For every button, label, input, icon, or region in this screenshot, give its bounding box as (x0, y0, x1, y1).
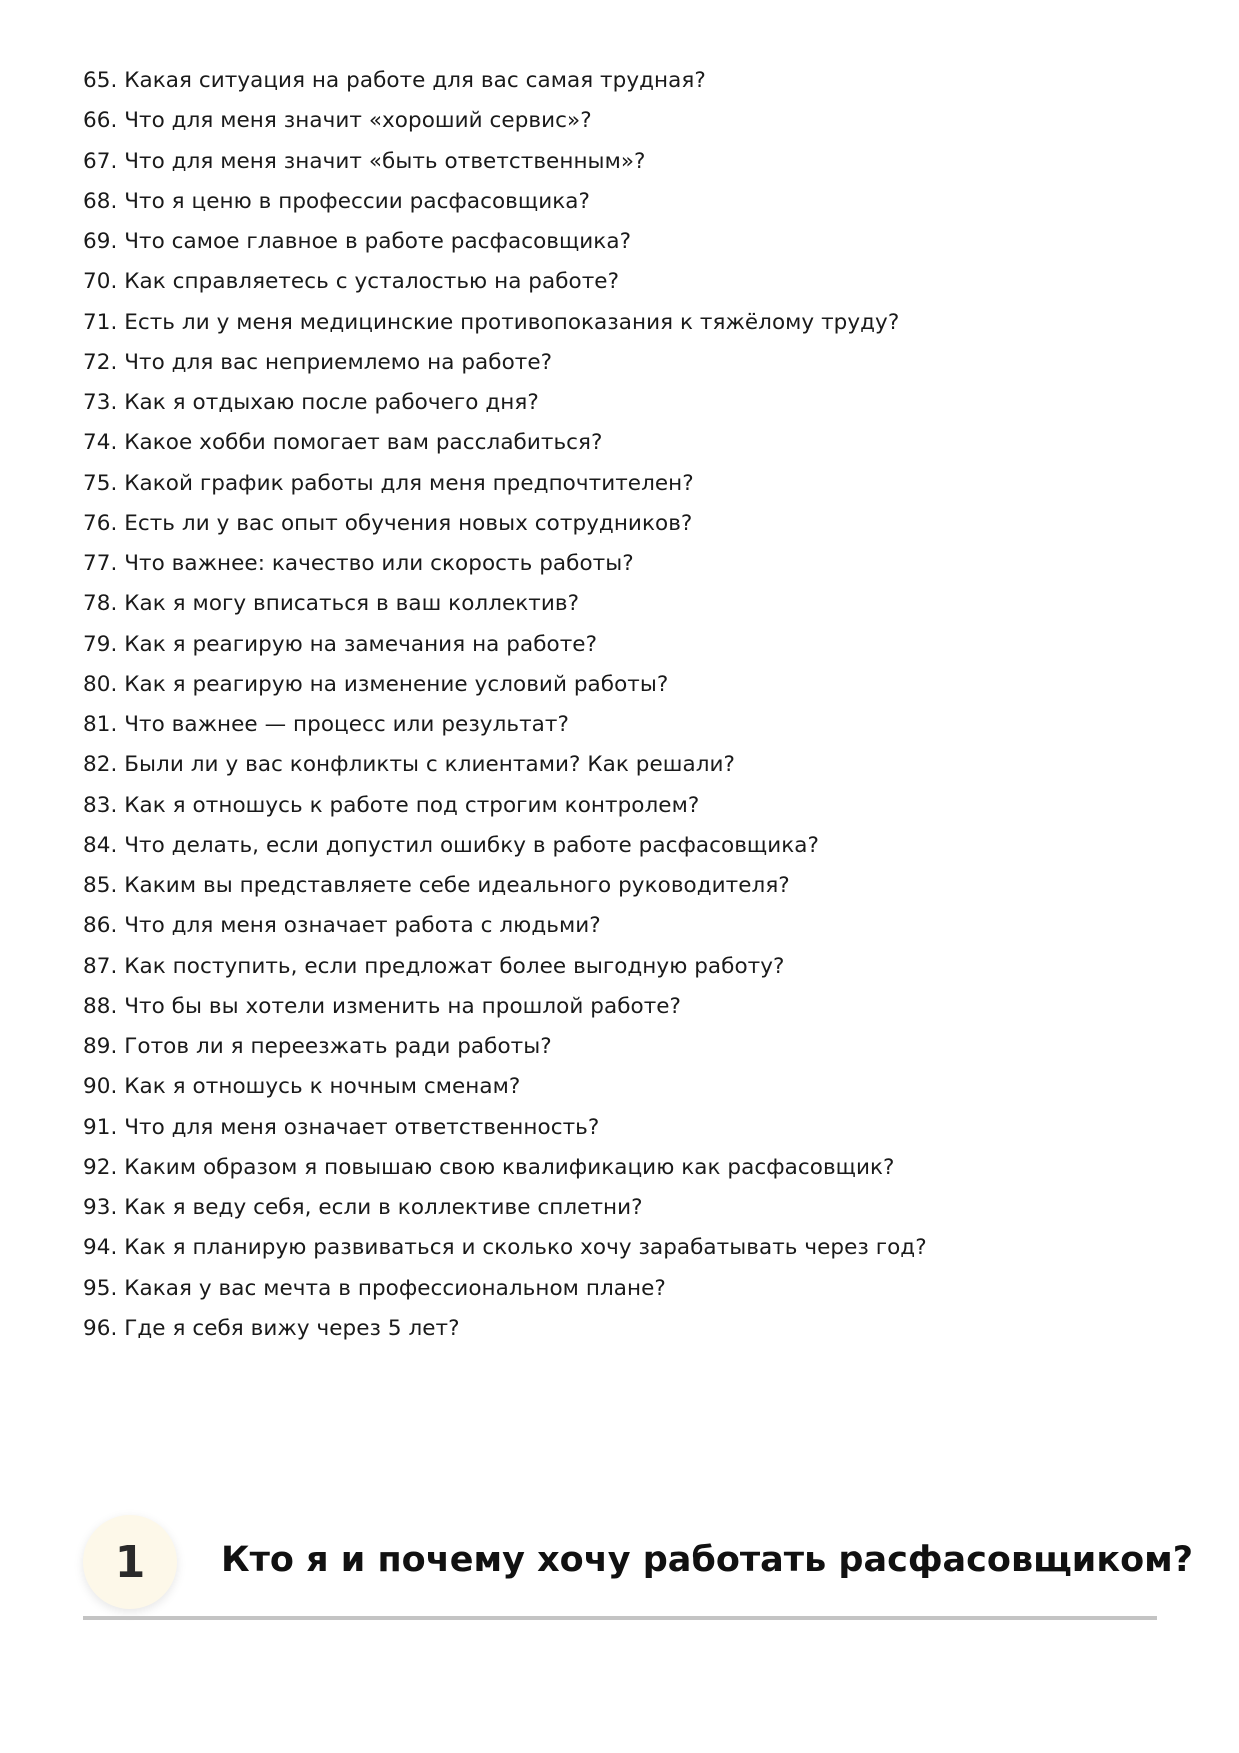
list-item: 78. Как я могу вписаться в ваш коллектив? (83, 591, 580, 617)
list-item: 96. Где я себя вижу через 5 лет? (83, 1315, 460, 1341)
list-item: 95. Какая у вас мечта в профессиональном плане? (83, 1275, 666, 1301)
list-item: 72. Что для вас неприемлемо на работе? (83, 349, 553, 375)
list-item: 83. Как я отношусь к работе под строгим контролем? (83, 792, 700, 818)
list-item: 84. Что делать, если допустил ошибку в работе расфасовщика? (83, 832, 819, 858)
list-item: 81. Что важнее — процесс или результат? (83, 712, 569, 737)
list-item: 65. Какая ситуация на работе для вас самая трудная? (83, 68, 706, 93)
list-item: 73. Как я отдыхаю после рабочего дня? (83, 390, 539, 415)
section-divider (83, 1616, 1157, 1620)
list-item: 69. Что самое главное в работе расфасовщика? (83, 229, 632, 254)
section-number-badge: 1 (83, 1515, 177, 1609)
list-item: 86. Что для меня означает работа с людьми? (83, 913, 601, 939)
list-item: 80. Как я реагирую на изменение условий работы? (83, 671, 669, 697)
list-item: 77. Что важнее: качество или скорость работы? (83, 551, 634, 576)
list-item: 79. Как я реагирую на замечания на работе? (83, 631, 598, 657)
list-item: 75. Какой график работы для меня предпочтителен? (83, 470, 694, 496)
list-item: 92. Каким образом я повышаю свою квалификацию как расфасовщик? (83, 1154, 895, 1180)
list-item: 67. Что для меня значит «быть ответственным»? (83, 148, 646, 174)
list-item: 90. Как я отношусь к ночным сменам? (83, 1074, 521, 1100)
list-item: 88. Что бы вы хотели изменить на прошлой работе? (83, 993, 682, 1019)
list-item: 91. Что для меня означает ответственность? (83, 1114, 600, 1140)
question-list (83, 64, 1163, 1352)
section-title: Кто я и почему хочу работать расфасовщиком? (221, 1540, 1194, 1580)
list-item: 94. Как я планирую развиваться и сколько хочу зарабатывать через год? (83, 1235, 927, 1261)
list-item: 93. Как я веду себя, если в коллективе сплетни? (83, 1195, 643, 1220)
list-item: 74. Какое хобби помогает вам расслабиться? (83, 430, 603, 456)
section-header (83, 1515, 1194, 1619)
list-item: 87. Как поступить, если предложат более выгодную работу? (83, 953, 785, 979)
list-item: 70. Как справляетесь с усталостью на работе? (83, 269, 620, 295)
list-item: 76. Есть ли у вас опыт обучения новых сотрудников? (83, 510, 693, 536)
list-item: 66. Что для меня значит «хороший сервис»? (83, 108, 592, 134)
list-item: 82. Были ли у вас конфликты с клиентами? Как решали? (83, 752, 736, 778)
list-item: 71. Есть ли у меня медицинские противопоказания к тяжёлому труду? (83, 309, 900, 335)
list-item: 89. Готов ли я переезжать ради работы? (83, 1034, 552, 1059)
list-item: 68. Что я ценю в профессии расфасовщика? (83, 188, 590, 214)
list-item: 85. Каким вы представляете себе идеального руководителя? (83, 873, 790, 898)
